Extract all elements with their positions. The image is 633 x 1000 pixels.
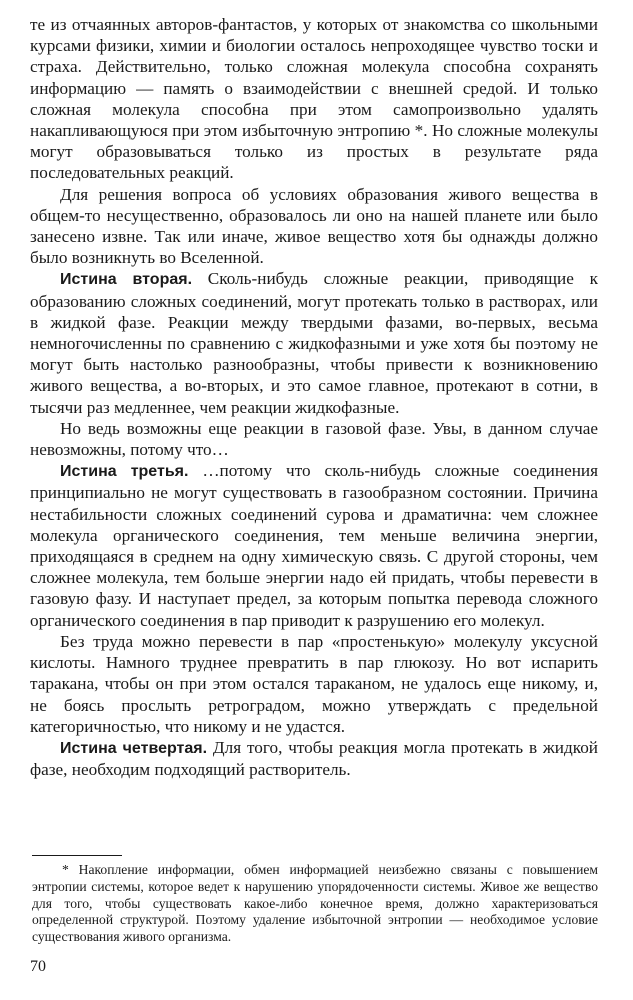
paragraph-5-text: …потому что сколь-нибудь сложные соединения принципиально не могут существовать в газообразном состоянии. Причина нестабильности сложных соединений сурова и драматична: чем сложнее молекула органического соединения, тем меньше величина энергии, приходящаяся в среднем на одну химическую связь. С другой стороны, чем сложнее молекула, тем больше энергии надо ей придать, чтобы перевести в газовую фазу. И наступает предел, за которым попытка перевода сложного органического соединения в пар приводит к разрушению его молекул. <box>30 461 599 630</box>
paragraph-1: те из отчаянных авторов-фантастов, у которых от знакомства со школьными курсами физики, химии и биологии осталось непроходящее чувство тоски и страха. Действительно, только сложная молекула способна сохранять информацию — память о взаимодействии с внешней средой. И только сложная молекула способна при этом самопроизвольно удалять накапливающуюся при этом избыточную энтропию *. Но сложные молекулы могут образовываться только из простых в результате ряда последовательных реакций. <box>30 15 598 183</box>
page-body <box>30 14 598 780</box>
footnote <box>32 862 598 946</box>
paragraph-5 <box>30 460 598 631</box>
paragraph-3 <box>30 268 598 417</box>
paragraph-7-text: Для того, чтобы реакция могла протекать в жидкой фазе, необходим подходящий растворитель. <box>30 737 598 780</box>
truth-three-heading: Истина третья. <box>60 463 189 481</box>
truth-four-heading: Истина четвертая. <box>60 739 208 757</box>
paragraph-4: Но ведь возможны еще реакции в газовой фазе. Увы, в данном случае невозможны, потому что… <box>30 418 598 460</box>
paragraph-3-text: Сколь-нибудь сложные реакции, приводящие к образованию сложных соединений, могут протекать только в растворах, или в жидкой фазе. Реакции между твердыми фазами, во-первых, весьма немногочисленны по сравнению с жидкофазными и уже хотя бы поэтому не могут быть настолько разнообразны, чтобы привести к возникновению живого вещества, а во-вторых, и это самое главное, протекают в сотни, в тысячи раз медленнее, чем реакции жидкофазные. <box>30 269 598 417</box>
paragraph-2: Для решения вопроса об условиях образования живого вещества в общем-то несущественно, образовалось ли оно на нашей планете или было занесено извне. Так или иначе, живое вещество хотя бы однажды должно было возникнуть во Вселенной. <box>30 184 598 268</box>
paragraph-6: Без труда можно перевести в пар «простенькую» молекулу уксусной кислоты. Намного труднее превратить в пар глюкозу. Но вот испарить таракана, чтобы он при этом остался тараканом, не удалось еще никому, и, не боясь прослыть ретроградом, можно утверждать с предельной категоричностью, что никому и не удастся. <box>30 631 598 736</box>
page-number: 70 <box>30 958 46 975</box>
footnote-text: * Накопление информации, обмен информацией неизбежно связаны с повышением энтропии системы, которое ведет к нарушению упорядоченности системы. Живое же вещество для того, чтобы существовать какое-либо конечное время, должно характеризоваться определенной структурой. Поэтому удаление избыточной энтропии — необходимое условие существования живого организма. <box>32 862 598 945</box>
paragraph-7 <box>30 737 598 780</box>
footnote-divider <box>32 855 122 856</box>
truth-two-heading: Истина вторая. <box>60 271 193 289</box>
main-text <box>30 14 598 780</box>
